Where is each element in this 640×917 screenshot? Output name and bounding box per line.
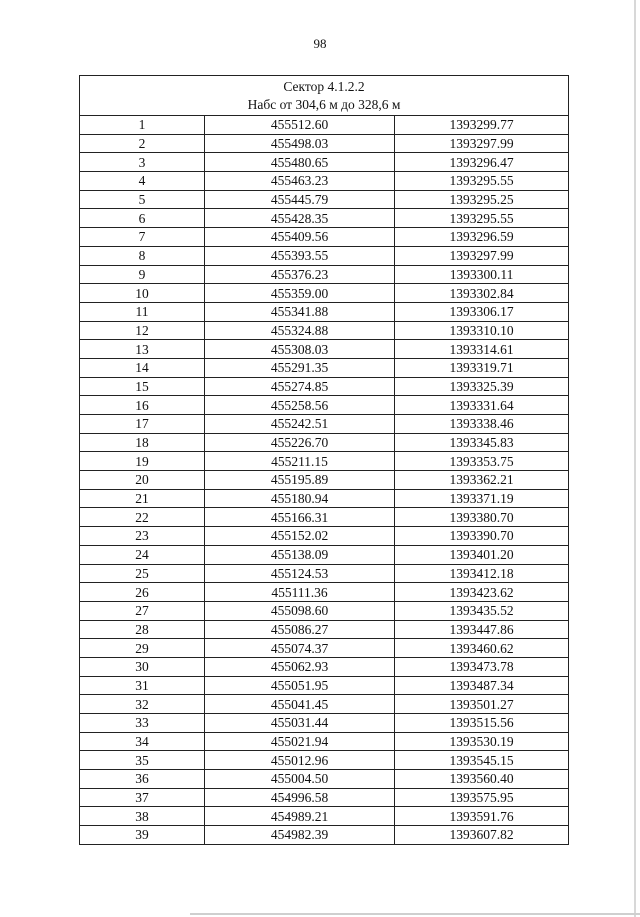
point-number-cell: 27 <box>80 601 205 620</box>
x-coordinate-cell: 455480.65 <box>205 153 395 172</box>
x-coordinate-cell: 455226.70 <box>205 433 395 452</box>
x-coordinate-cell: 455512.60 <box>205 116 395 135</box>
point-number-cell: 4 <box>80 172 205 191</box>
y-coordinate-cell: 1393412.18 <box>395 564 569 583</box>
table-row <box>80 415 569 434</box>
point-number-cell: 24 <box>80 545 205 564</box>
y-coordinate-cell: 1393530.19 <box>395 732 569 751</box>
y-coordinate-cell: 1393353.75 <box>395 452 569 471</box>
table-row <box>80 732 569 751</box>
point-number-cell: 3 <box>80 153 205 172</box>
x-coordinate-cell: 455274.85 <box>205 377 395 396</box>
point-number-cell: 6 <box>80 209 205 228</box>
table-row <box>80 284 569 303</box>
point-number-cell: 16 <box>80 396 205 415</box>
table-row <box>80 657 569 676</box>
table-row <box>80 302 569 321</box>
x-coordinate-cell: 455031.44 <box>205 714 395 733</box>
y-coordinate-cell: 1393473.78 <box>395 657 569 676</box>
point-number-cell: 15 <box>80 377 205 396</box>
table-row <box>80 433 569 452</box>
x-coordinate-cell: 455004.50 <box>205 770 395 789</box>
table-row <box>80 172 569 191</box>
y-coordinate-cell: 1393487.34 <box>395 676 569 695</box>
point-number-cell: 35 <box>80 751 205 770</box>
point-number-cell: 12 <box>80 321 205 340</box>
point-number-cell: 29 <box>80 639 205 658</box>
x-coordinate-cell: 455463.23 <box>205 172 395 191</box>
x-coordinate-cell: 455308.03 <box>205 340 395 359</box>
point-number-cell: 26 <box>80 583 205 602</box>
x-coordinate-cell: 455124.53 <box>205 564 395 583</box>
y-coordinate-cell: 1393435.52 <box>395 601 569 620</box>
table-row <box>80 265 569 284</box>
y-coordinate-cell: 1393319.71 <box>395 358 569 377</box>
point-number-cell: 5 <box>80 190 205 209</box>
point-number-cell: 21 <box>80 489 205 508</box>
point-number-cell: 19 <box>80 452 205 471</box>
table-row <box>80 751 569 770</box>
point-number-cell: 8 <box>80 246 205 265</box>
x-coordinate-cell: 455180.94 <box>205 489 395 508</box>
x-coordinate-cell: 455074.37 <box>205 639 395 658</box>
coordinates-table <box>79 75 569 845</box>
point-number-cell: 32 <box>80 695 205 714</box>
x-coordinate-cell: 455376.23 <box>205 265 395 284</box>
table-row <box>80 358 569 377</box>
point-number-cell: 7 <box>80 228 205 247</box>
point-number-cell: 17 <box>80 415 205 434</box>
y-coordinate-cell: 1393325.39 <box>395 377 569 396</box>
point-number-cell: 28 <box>80 620 205 639</box>
table-row <box>80 601 569 620</box>
table-row <box>80 340 569 359</box>
scan-bottom-line <box>190 913 640 915</box>
point-number-cell: 1 <box>80 116 205 135</box>
y-coordinate-cell: 1393295.55 <box>395 209 569 228</box>
table-row <box>80 639 569 658</box>
x-coordinate-cell: 455111.36 <box>205 583 395 602</box>
table-row <box>80 396 569 415</box>
table-row <box>80 377 569 396</box>
table-row <box>80 826 569 845</box>
scan-edge-line <box>634 0 636 917</box>
x-coordinate-cell: 455021.94 <box>205 732 395 751</box>
point-number-cell: 22 <box>80 508 205 527</box>
y-coordinate-cell: 1393362.21 <box>395 471 569 490</box>
point-number-cell: 23 <box>80 527 205 546</box>
table-row <box>80 190 569 209</box>
y-coordinate-cell: 1393460.62 <box>395 639 569 658</box>
sector-title: Сектор 4.1.2.2 <box>283 79 365 94</box>
table-row <box>80 545 569 564</box>
y-coordinate-cell: 1393297.99 <box>395 134 569 153</box>
page-number: 98 <box>313 36 327 51</box>
y-coordinate-cell: 1393423.62 <box>395 583 569 602</box>
point-number-cell: 30 <box>80 657 205 676</box>
y-coordinate-cell: 1393302.84 <box>395 284 569 303</box>
table-row <box>80 153 569 172</box>
y-coordinate-cell: 1393447.86 <box>395 620 569 639</box>
x-coordinate-cell: 455498.03 <box>205 134 395 153</box>
x-coordinate-cell: 455195.89 <box>205 471 395 490</box>
y-coordinate-cell: 1393371.19 <box>395 489 569 508</box>
table-row <box>80 134 569 153</box>
y-coordinate-cell: 1393591.76 <box>395 807 569 826</box>
x-coordinate-cell: 455428.35 <box>205 209 395 228</box>
point-number-cell: 39 <box>80 826 205 845</box>
point-number-cell: 10 <box>80 284 205 303</box>
point-number-cell: 31 <box>80 676 205 695</box>
table-row <box>80 246 569 265</box>
table-row <box>80 452 569 471</box>
point-number-cell: 11 <box>80 302 205 321</box>
y-coordinate-cell: 1393607.82 <box>395 826 569 845</box>
table-row <box>80 508 569 527</box>
x-coordinate-cell: 455138.09 <box>205 545 395 564</box>
y-coordinate-cell: 1393300.11 <box>395 265 569 284</box>
x-coordinate-cell: 455041.45 <box>205 695 395 714</box>
point-number-cell: 36 <box>80 770 205 789</box>
y-coordinate-cell: 1393338.46 <box>395 415 569 434</box>
table-row <box>80 583 569 602</box>
table-row <box>80 527 569 546</box>
x-coordinate-cell: 454982.39 <box>205 826 395 845</box>
y-coordinate-cell: 1393331.64 <box>395 396 569 415</box>
y-coordinate-cell: 1393515.56 <box>395 714 569 733</box>
y-coordinate-cell: 1393575.95 <box>395 788 569 807</box>
table-row <box>80 676 569 695</box>
y-coordinate-cell: 1393380.70 <box>395 508 569 527</box>
point-number-cell: 2 <box>80 134 205 153</box>
x-coordinate-cell: 455291.35 <box>205 358 395 377</box>
y-coordinate-cell: 1393306.17 <box>395 302 569 321</box>
x-coordinate-cell: 455445.79 <box>205 190 395 209</box>
point-number-cell: 18 <box>80 433 205 452</box>
x-coordinate-cell: 455258.56 <box>205 396 395 415</box>
table-row <box>80 209 569 228</box>
x-coordinate-cell: 455341.88 <box>205 302 395 321</box>
table-header-cell <box>80 76 569 116</box>
table-row <box>80 788 569 807</box>
table-row <box>80 228 569 247</box>
table-row <box>80 714 569 733</box>
point-number-cell: 38 <box>80 807 205 826</box>
x-coordinate-cell: 454996.58 <box>205 788 395 807</box>
y-coordinate-cell: 1393295.25 <box>395 190 569 209</box>
x-coordinate-cell: 455359.00 <box>205 284 395 303</box>
point-number-cell: 34 <box>80 732 205 751</box>
y-coordinate-cell: 1393501.27 <box>395 695 569 714</box>
point-number-cell: 13 <box>80 340 205 359</box>
point-number-cell: 25 <box>80 564 205 583</box>
y-coordinate-cell: 1393310.10 <box>395 321 569 340</box>
table-row <box>80 471 569 490</box>
y-coordinate-cell: 1393296.59 <box>395 228 569 247</box>
x-coordinate-cell: 455012.96 <box>205 751 395 770</box>
x-coordinate-cell: 455166.31 <box>205 508 395 527</box>
point-number-cell: 37 <box>80 788 205 807</box>
y-coordinate-cell: 1393296.47 <box>395 153 569 172</box>
table-row <box>80 620 569 639</box>
point-number-cell: 9 <box>80 265 205 284</box>
y-coordinate-cell: 1393560.40 <box>395 770 569 789</box>
x-coordinate-cell: 455211.15 <box>205 452 395 471</box>
x-coordinate-cell: 455324.88 <box>205 321 395 340</box>
x-coordinate-cell: 455098.60 <box>205 601 395 620</box>
x-coordinate-cell: 455086.27 <box>205 620 395 639</box>
table-row <box>80 807 569 826</box>
x-coordinate-cell: 455062.93 <box>205 657 395 676</box>
table-body <box>80 116 569 845</box>
y-coordinate-cell: 1393345.83 <box>395 433 569 452</box>
x-coordinate-cell: 455152.02 <box>205 527 395 546</box>
y-coordinate-cell: 1393390.70 <box>395 527 569 546</box>
point-number-cell: 14 <box>80 358 205 377</box>
y-coordinate-cell: 1393545.15 <box>395 751 569 770</box>
y-coordinate-cell: 1393297.99 <box>395 246 569 265</box>
table-row <box>80 564 569 583</box>
y-coordinate-cell: 1393401.20 <box>395 545 569 564</box>
x-coordinate-cell: 454989.21 <box>205 807 395 826</box>
table-row <box>80 489 569 508</box>
altitude-range: Набс от 304,6 м до 328,6 м <box>247 97 401 112</box>
point-number-cell: 33 <box>80 714 205 733</box>
y-coordinate-cell: 1393299.77 <box>395 116 569 135</box>
table-header-row <box>80 76 569 116</box>
table-row <box>80 116 569 135</box>
point-number-cell: 20 <box>80 471 205 490</box>
y-coordinate-cell: 1393295.55 <box>395 172 569 191</box>
table-row <box>80 770 569 789</box>
x-coordinate-cell: 455051.95 <box>205 676 395 695</box>
table-row <box>80 695 569 714</box>
table-row <box>80 321 569 340</box>
x-coordinate-cell: 455409.56 <box>205 228 395 247</box>
x-coordinate-cell: 455242.51 <box>205 415 395 434</box>
x-coordinate-cell: 455393.55 <box>205 246 395 265</box>
y-coordinate-cell: 1393314.61 <box>395 340 569 359</box>
